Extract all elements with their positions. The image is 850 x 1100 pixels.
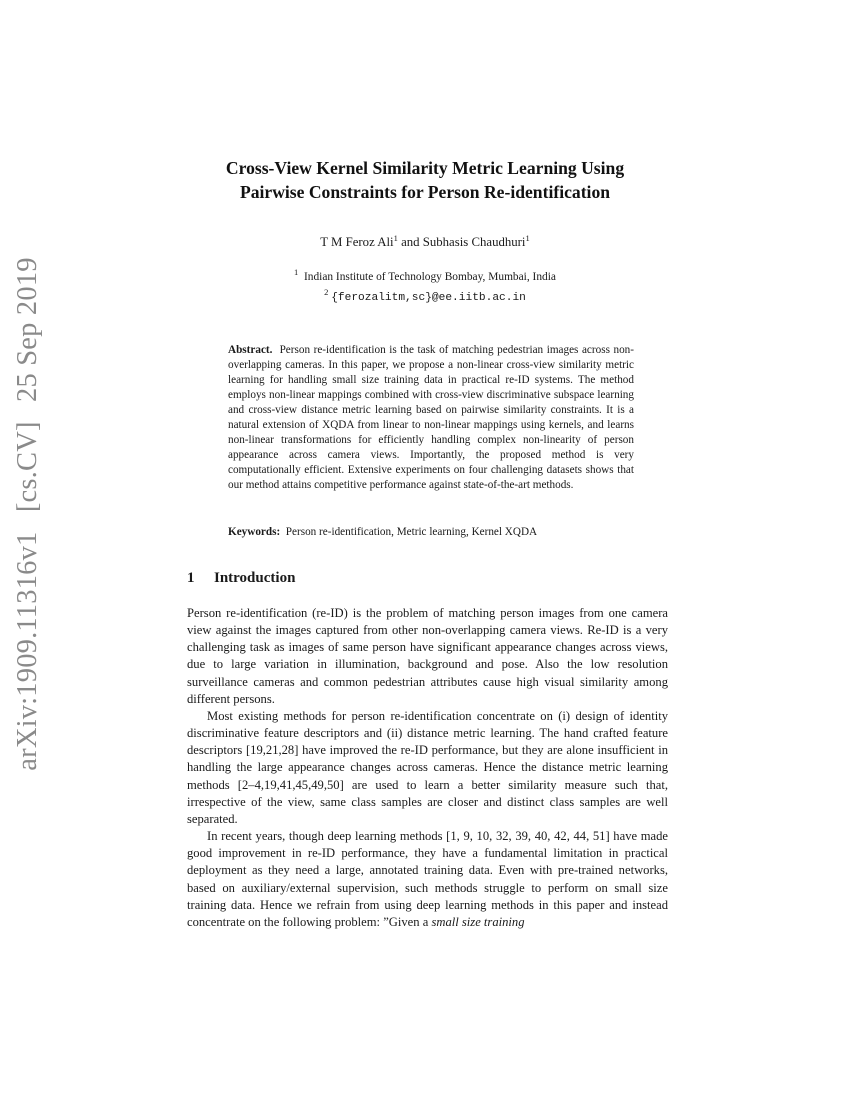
paragraph-italic-text: small size training xyxy=(431,914,525,929)
section-title: Introduction xyxy=(214,570,296,586)
paragraph xyxy=(187,828,668,931)
affil-text: Indian Institute of Technology Bombay, Mumbai, India xyxy=(303,271,556,283)
title-line-2: Pairwise Constraints for Person Re-identification xyxy=(239,182,611,202)
affiliation-email xyxy=(0,285,850,306)
author-affil-mark: 1 xyxy=(525,233,530,243)
author-name: Subhasis Chaudhuri xyxy=(422,235,526,249)
paragraph-text: In recent years, though deep learning methods [1, 9, 10, 32, 39, 40, 42, 44, 51] have made good improvement in re-ID performance, they have a fundamental limitation in practical deployment as they need a large, annotated training data. Even with pre-trained networks, based on auxiliary/external supervision, such methods struggle to perform on small size training data. Hence we refrain from using deep learning methods in this paper and instead concentrate on the following problem: ”Given a xyxy=(187,829,668,929)
section-number: 1 xyxy=(187,570,195,586)
affil-mark: 2 xyxy=(324,287,329,297)
arxiv-id: arXiv:1909.11316v1 xyxy=(12,531,43,771)
arxiv-stamp xyxy=(12,245,44,770)
keywords-label: Keywords: xyxy=(228,526,281,538)
affiliation-institution xyxy=(0,265,850,285)
abstract-label: Abstract. xyxy=(228,344,273,356)
arxiv-date: 25 Sep 2019 xyxy=(12,257,43,402)
section-body xyxy=(187,605,668,931)
abstract xyxy=(228,343,634,493)
author-affil-mark: 1 xyxy=(393,233,398,243)
email-text: {ferozalitm,sc}@ee.iitb.ac.in xyxy=(331,292,526,304)
keywords-text: Person re-identification, Metric learning, Kernel XQDA xyxy=(285,526,538,538)
arxiv-category: [cs.CV] xyxy=(12,421,43,513)
author-name: T M Feroz Ali xyxy=(320,235,394,249)
paper-title xyxy=(0,156,850,204)
author-conjunction: and xyxy=(401,235,420,249)
keywords xyxy=(228,526,634,538)
affil-mark: 1 xyxy=(294,267,299,277)
title-line-1: Cross-View Kernel Similarity Metric Learning Using xyxy=(225,158,625,178)
abstract-text: Person re-identification is the task of matching pedestrian images across non-overlapping cameras. In this paper, we propose a non-linear cross-view similarity metric learning for handling small size training data in practical re-ID systems. The method employs non-linear mappings combined with cross-view discriminative subspace learning and cross-view distance metric learning based on pairwise similarity constraints. It is a natural extension of XQDA from linear to non-linear mappings using kernels, and learns non-linear transformations for efficiently handling complex non-linearity of person appearance across camera views. Importantly, the proposed method is very computationally efficient. Extensive experiments on four challenging datasets shows that our method attains competitive performance against state-of-the-art methods. xyxy=(228,344,635,492)
affiliations xyxy=(0,265,850,306)
paragraph: Person re-identification (re-ID) is the problem of matching person images from one camera view against the images captured from other non-overlapping camera views. Re-ID is a very challenging task as images of same person have significant appearance changes across views, due to large variation in illumination, background and pose. Also the low resolution surveillance cameras and common pedestrian attributes cause high visual similarity among different persons. xyxy=(187,606,668,706)
author-list xyxy=(0,233,850,250)
paragraph: Most existing methods for person re-identification concentrate on (i) design of identity discriminative feature descriptors and (ii) distance metric learning. The hand crafted feature descriptors [19,21,28] have improved the re-ID performance, but they are alone insufficient in handling the large appearance changes across cameras. Hence the distance metric learning methods [2–4,19,41,45,49,50] are used to learn a better similarity measure such that, irrespective of the view, same class samples are closer and distinct class samples are well separated. xyxy=(187,708,668,826)
section-heading xyxy=(187,570,295,587)
